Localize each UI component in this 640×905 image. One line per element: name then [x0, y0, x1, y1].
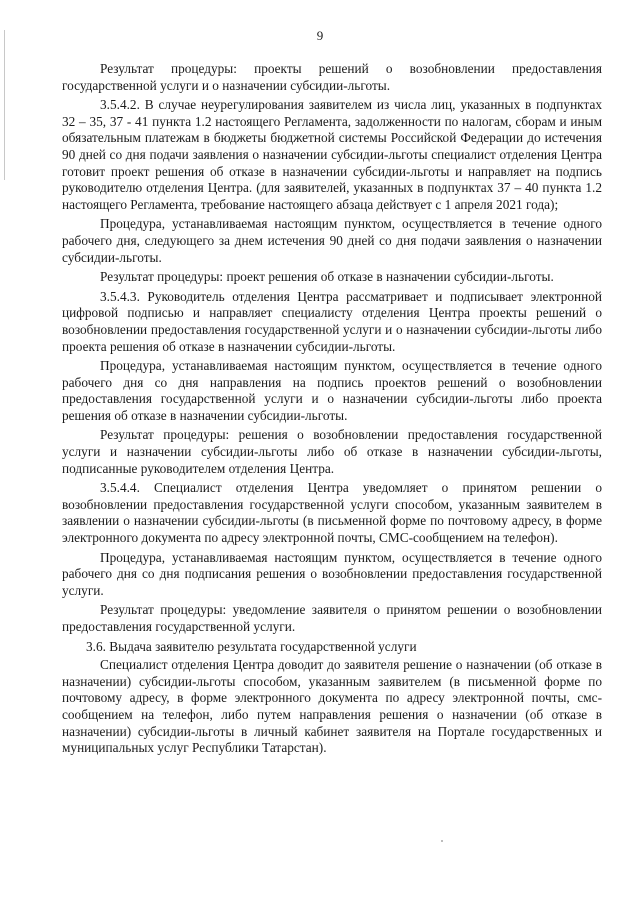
scan-edge-line: [4, 30, 5, 180]
paragraph-result-signed-decisions: Результат процедуры: решения о возобновлении предоставления государственной услуги и назначении субсидии-льготы либо об отказе в назначении субсидии-льготы, подписанные руководителем отделения Центра.: [62, 427, 602, 476]
scan-speck: [441, 840, 443, 842]
paragraph-3-5-4-3: 3.5.4.3. Руководитель отделения Центра рассматривает и подписывает электронной цифровой подписью и направляет специалисту отделения Центра проекты решений о возобновлении предоставления государственной услуги и о назначении субсидии-льготы либо проекта решения об отказе в назначении субсидии-льготы.: [62, 288, 602, 354]
paragraph-procedure-90-days: Процедура, устанавливаемая настоящим пунктом, осуществляется в течение одного рабочего дня, следующего за днем истечения 90 дней со дня подачи заявления о назначении субсидии-льготы.: [62, 216, 602, 265]
paragraph-3-5-4-4: 3.5.4.4. Специалист отделения Центра уведомляет о принятом решении о возобновлении предоставления государственной услуги способом, указанным заявителем в заявлении о назначении субсидии-льготы (в письменной форме по почтовому адресу, в форме электронного документа по адресу электронной почты, СМС-сообщением на телефон).: [62, 480, 602, 546]
paragraph-3-5-4-2: 3.5.4.2. В случае неурегулирования заявителем из числа лиц, указанных в подпунктах 32 – 35, 37 - 41 пункта 1.2 настоящего Регламента, задолженности по налогам, сборам и иным обязательным платежам в бюджеты бюджетной системы Российской Федерации до истечения 90 дней со дня подачи заявления о назначении субсидии-льготы специалист отделения Центра готовит проект решения об отказе в назначении субсидии-льготы и направляет на подпись руководителю отделения Центра. (для заявителей, указанных в подпунктах 37 – 40 пункта 1.2 настоящего Регламента, требование настоящего абзаца действует с 1 апреля 2021 года);: [62, 97, 602, 212]
paragraph-procedure-signing: Процедура, устанавливаемая настоящим пунктом, осуществляется в течение одного рабочего дня со дня направления на подпись проектов решений о возобновлении предоставления государственной услуги и о назначении субсидии-льготы либо проекта решения об отказе в назначении субсидии-льготы.: [62, 358, 602, 423]
page-number: 9: [316, 28, 324, 43]
document-body: [62, 61, 602, 760]
paragraph-result-resumption-drafts: Результат процедуры: проекты решений о возобновлении предоставления государственной услуги и о назначении субсидии-льготы.: [62, 61, 602, 93]
paragraph-result-delivery: Специалист отделения Центра доводит до заявителя решение о назначении (об отказе в назначении) субсидии-льготы способом, указанным заявителем (в письменной форме по почтовому адресу, в форме электронного документа по адресу электронной почты, смс-сообщением на телефон, либо путем направления решения о назначении (об отказе в назначении) субсидии-льготы в личный кабинет заявителя на Портале государственных и муниципальных услуг Республики Татарстан).: [62, 657, 602, 756]
paragraph-result-notification: Результат процедуры: уведомление заявителя о принятом решении о возобновлении предоставления государственной услуги.: [62, 602, 602, 634]
paragraph-procedure-notification: Процедура, устанавливаемая настоящим пунктом, осуществляется в течение одного рабочего дня со дня подписания решения о возобновлении предоставления государственной услуги.: [62, 549, 602, 598]
section-heading-3-6: 3.6. Выдача заявителю результата государственной услуги: [86, 638, 417, 654]
paragraph-result-refusal-draft: Результат процедуры: проект решения об отказе в назначении субсидии-льготы.: [100, 269, 554, 285]
